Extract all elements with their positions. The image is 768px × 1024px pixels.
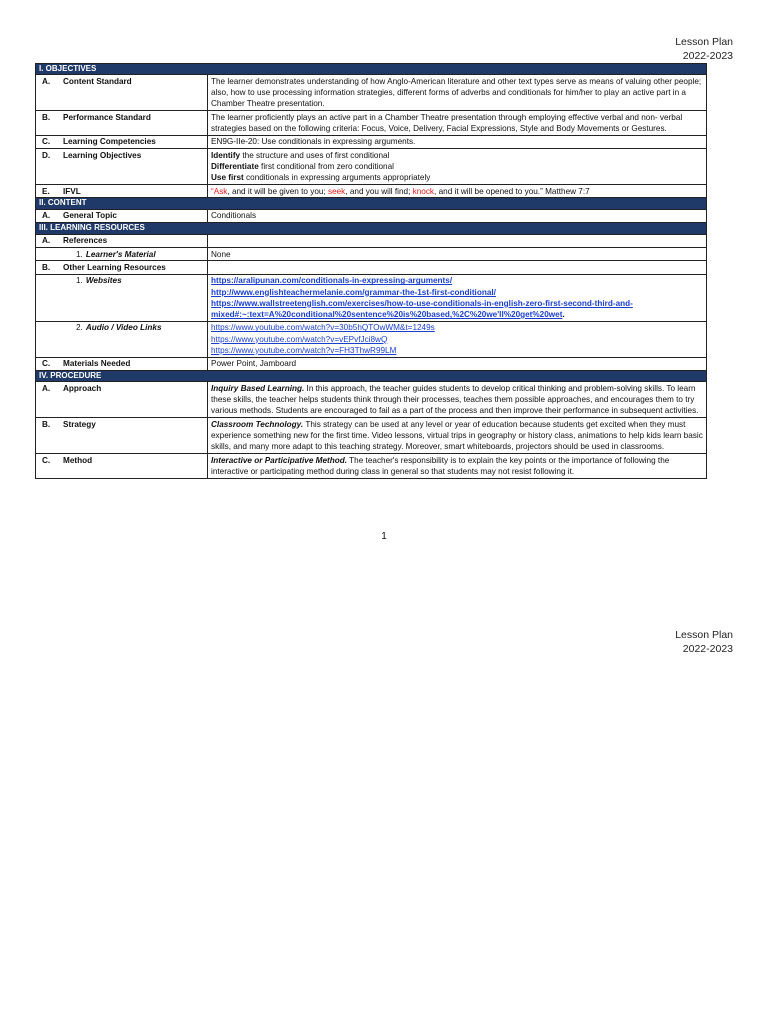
header-title: Lesson Plan	[675, 629, 733, 641]
row-method	[36, 453, 707, 478]
row-label: Content Standard	[63, 77, 132, 86]
video-link[interactable]: https://www.youtube.com/watch?v=FH3ThwR99LM	[211, 345, 397, 355]
general-topic-text: Conditionals	[208, 209, 707, 222]
row-letter: A.	[42, 77, 51, 86]
header-year: 2022-2023	[682, 643, 733, 655]
method-text: Interactive or Participative Method. The teacher's responsibility is to explain the key points or the importance of following the interactive or participating method during class in general so that students may not resist following it.	[208, 453, 707, 478]
row-label: Strategy	[63, 419, 96, 429]
row-letter: C.	[42, 137, 51, 147]
row-letter: E.	[42, 186, 50, 196]
learners-material-text: None	[208, 247, 707, 260]
row-label: Performance Standard	[63, 112, 151, 122]
video-link[interactable]: https://www.youtube.com/watch?v=30b5hQTOwWM&t=1249s	[211, 323, 435, 333]
row-other-resources	[36, 261, 707, 274]
row-number: 1.	[76, 249, 83, 259]
row-label: Websites	[85, 276, 122, 286]
lesson-plan-table	[35, 63, 707, 479]
header-title: Lesson Plan	[675, 36, 733, 48]
row-label: General Topic	[63, 211, 117, 221]
website-link[interactable]: http://www.englishteachermelanie.com/grammar-the-1st-first-conditional/	[211, 287, 496, 297]
objective-item: Differentiate first conditional from zero conditional	[211, 161, 394, 171]
row-label: Learning Competencies	[63, 137, 156, 147]
section-content: II. CONTENT	[36, 198, 707, 209]
row-content-standard	[36, 75, 707, 111]
row-learning-objectives	[36, 149, 707, 185]
page-number: 1	[381, 531, 387, 542]
row-number: 2.	[76, 323, 83, 333]
materials-text: Power Point, Jamboard	[208, 357, 707, 370]
row-learning-competencies	[36, 135, 707, 148]
row-learners-material	[36, 247, 707, 260]
row-references	[36, 234, 707, 247]
website-link[interactable]: https://aralipunan.com/conditionals-in-expressing-arguments/	[211, 276, 453, 286]
row-letter: B.	[42, 112, 51, 122]
row-number: 1.	[76, 276, 83, 286]
header-year: 2022-2023	[682, 50, 733, 62]
av-links	[208, 321, 707, 357]
approach-text: Inquiry Based Learning. In this approach, the teacher guides students to develop critical thinking and problem-solving skills. To learn these skills, the teacher helps students think through their processes, teaches them possible approaches, and encourages them to try various methods. Students are encouraged to fail as a part of the process and then improve their performance in subsequent activities.	[208, 382, 707, 418]
row-label: Materials Needed	[63, 359, 131, 369]
row-label: References	[63, 236, 108, 246]
row-letter: A.	[42, 211, 51, 221]
row-av-links	[36, 321, 707, 357]
competencies-text: EN9G-IIe-20: Use conditionals in expressing arguments.	[208, 135, 707, 148]
objective-item: Identify the structure and uses of first conditional	[211, 150, 390, 160]
performance-standard-text: The learner proficiently plays an active part in a Chamber Theatre presentation through employing effective verbal and non- verbal strategies based on the following criteria: Focus, Voice, Delivery, Facial Expressions, Style and Body Movements or Gestures.	[208, 111, 707, 136]
row-letter: B.	[42, 419, 51, 429]
row-materials-needed	[36, 357, 707, 370]
row-approach	[36, 382, 707, 418]
row-letter: A.	[42, 383, 51, 393]
strategy-text: Classroom Technology. This strategy can be used at any level or year of education because students get excited when they must experience something new for the first time. Video lessons, virtual trips in geography or history class, animations to help kids learn basic skills, and many more adapt to this teaching strategy. Moreover, smart whiteboards, projectors should be used in classrooms.	[208, 418, 707, 454]
row-ifvl	[36, 184, 707, 197]
row-letter: B.	[42, 262, 51, 272]
row-label: Learning Objectives	[63, 150, 142, 160]
row-letter: A.	[42, 236, 51, 246]
section-objectives: I. OBJECTIVES	[36, 64, 707, 75]
objective-item: Use first conditionals in expressing arguments appropriately	[211, 173, 431, 183]
row-letter: C.	[42, 359, 51, 369]
page-header	[675, 35, 733, 63]
row-label: Learner's Material	[85, 249, 156, 259]
row-label: Other Learning Resources	[63, 262, 166, 272]
row-letter: D.	[42, 150, 51, 160]
row-websites	[36, 274, 707, 321]
row-label: Method	[63, 455, 93, 465]
row-label: Audio / Video Links	[85, 323, 162, 333]
section-learning-resources: III. LEARNING RESOURCES	[36, 223, 707, 234]
website-link[interactable]: https://www.wallstreetenglish.com/exercises/how-to-use-conditionals-in-english-zero-first-second-third-and-mixed#:~:text=A%20conditional%20sentence%20is%20based,%2C%20we'll%20get%20wet	[211, 298, 633, 319]
websites-links: https://aralipunan.com/conditionals-in-expressing-arguments/ http://www.englishteachermelanie.com/grammar-the-1st-first-conditional/ https://www.wallstreetenglish.com/exercises/how-to-use-conditionals-in-english-zero-first-second-third-and-mixed#:~:text=A%20conditional%20sentence%20is%20based,%2C%20we'll%20get%20wet.	[208, 274, 707, 321]
ifvl-quote: “Ask, and it will be given to you; seek, and you will find; knock, and it will be opened to you.” Matthew 7:7	[208, 184, 707, 197]
row-general-topic	[36, 209, 707, 222]
page-header	[675, 628, 733, 656]
row-letter: C.	[42, 455, 51, 465]
content-standard-text: The learner demonstrates understanding of how Anglo-American literature and other text types serve as means of valuing other people; also, how to use processing information strategies, different forms of adverbs and conditionals for him/her to play an active part in a Chamber Theatre presentation.	[208, 75, 707, 111]
video-link[interactable]: https://www.youtube.com/watch?v=vEPvfJci8wQ	[211, 334, 388, 344]
row-strategy	[36, 418, 707, 454]
section-procedure: IV. PROCEDURE	[36, 370, 707, 381]
objectives-list	[208, 149, 707, 185]
row-label: IFVL	[63, 186, 81, 196]
row-performance-standard	[36, 111, 707, 136]
row-label: Approach	[63, 383, 102, 393]
